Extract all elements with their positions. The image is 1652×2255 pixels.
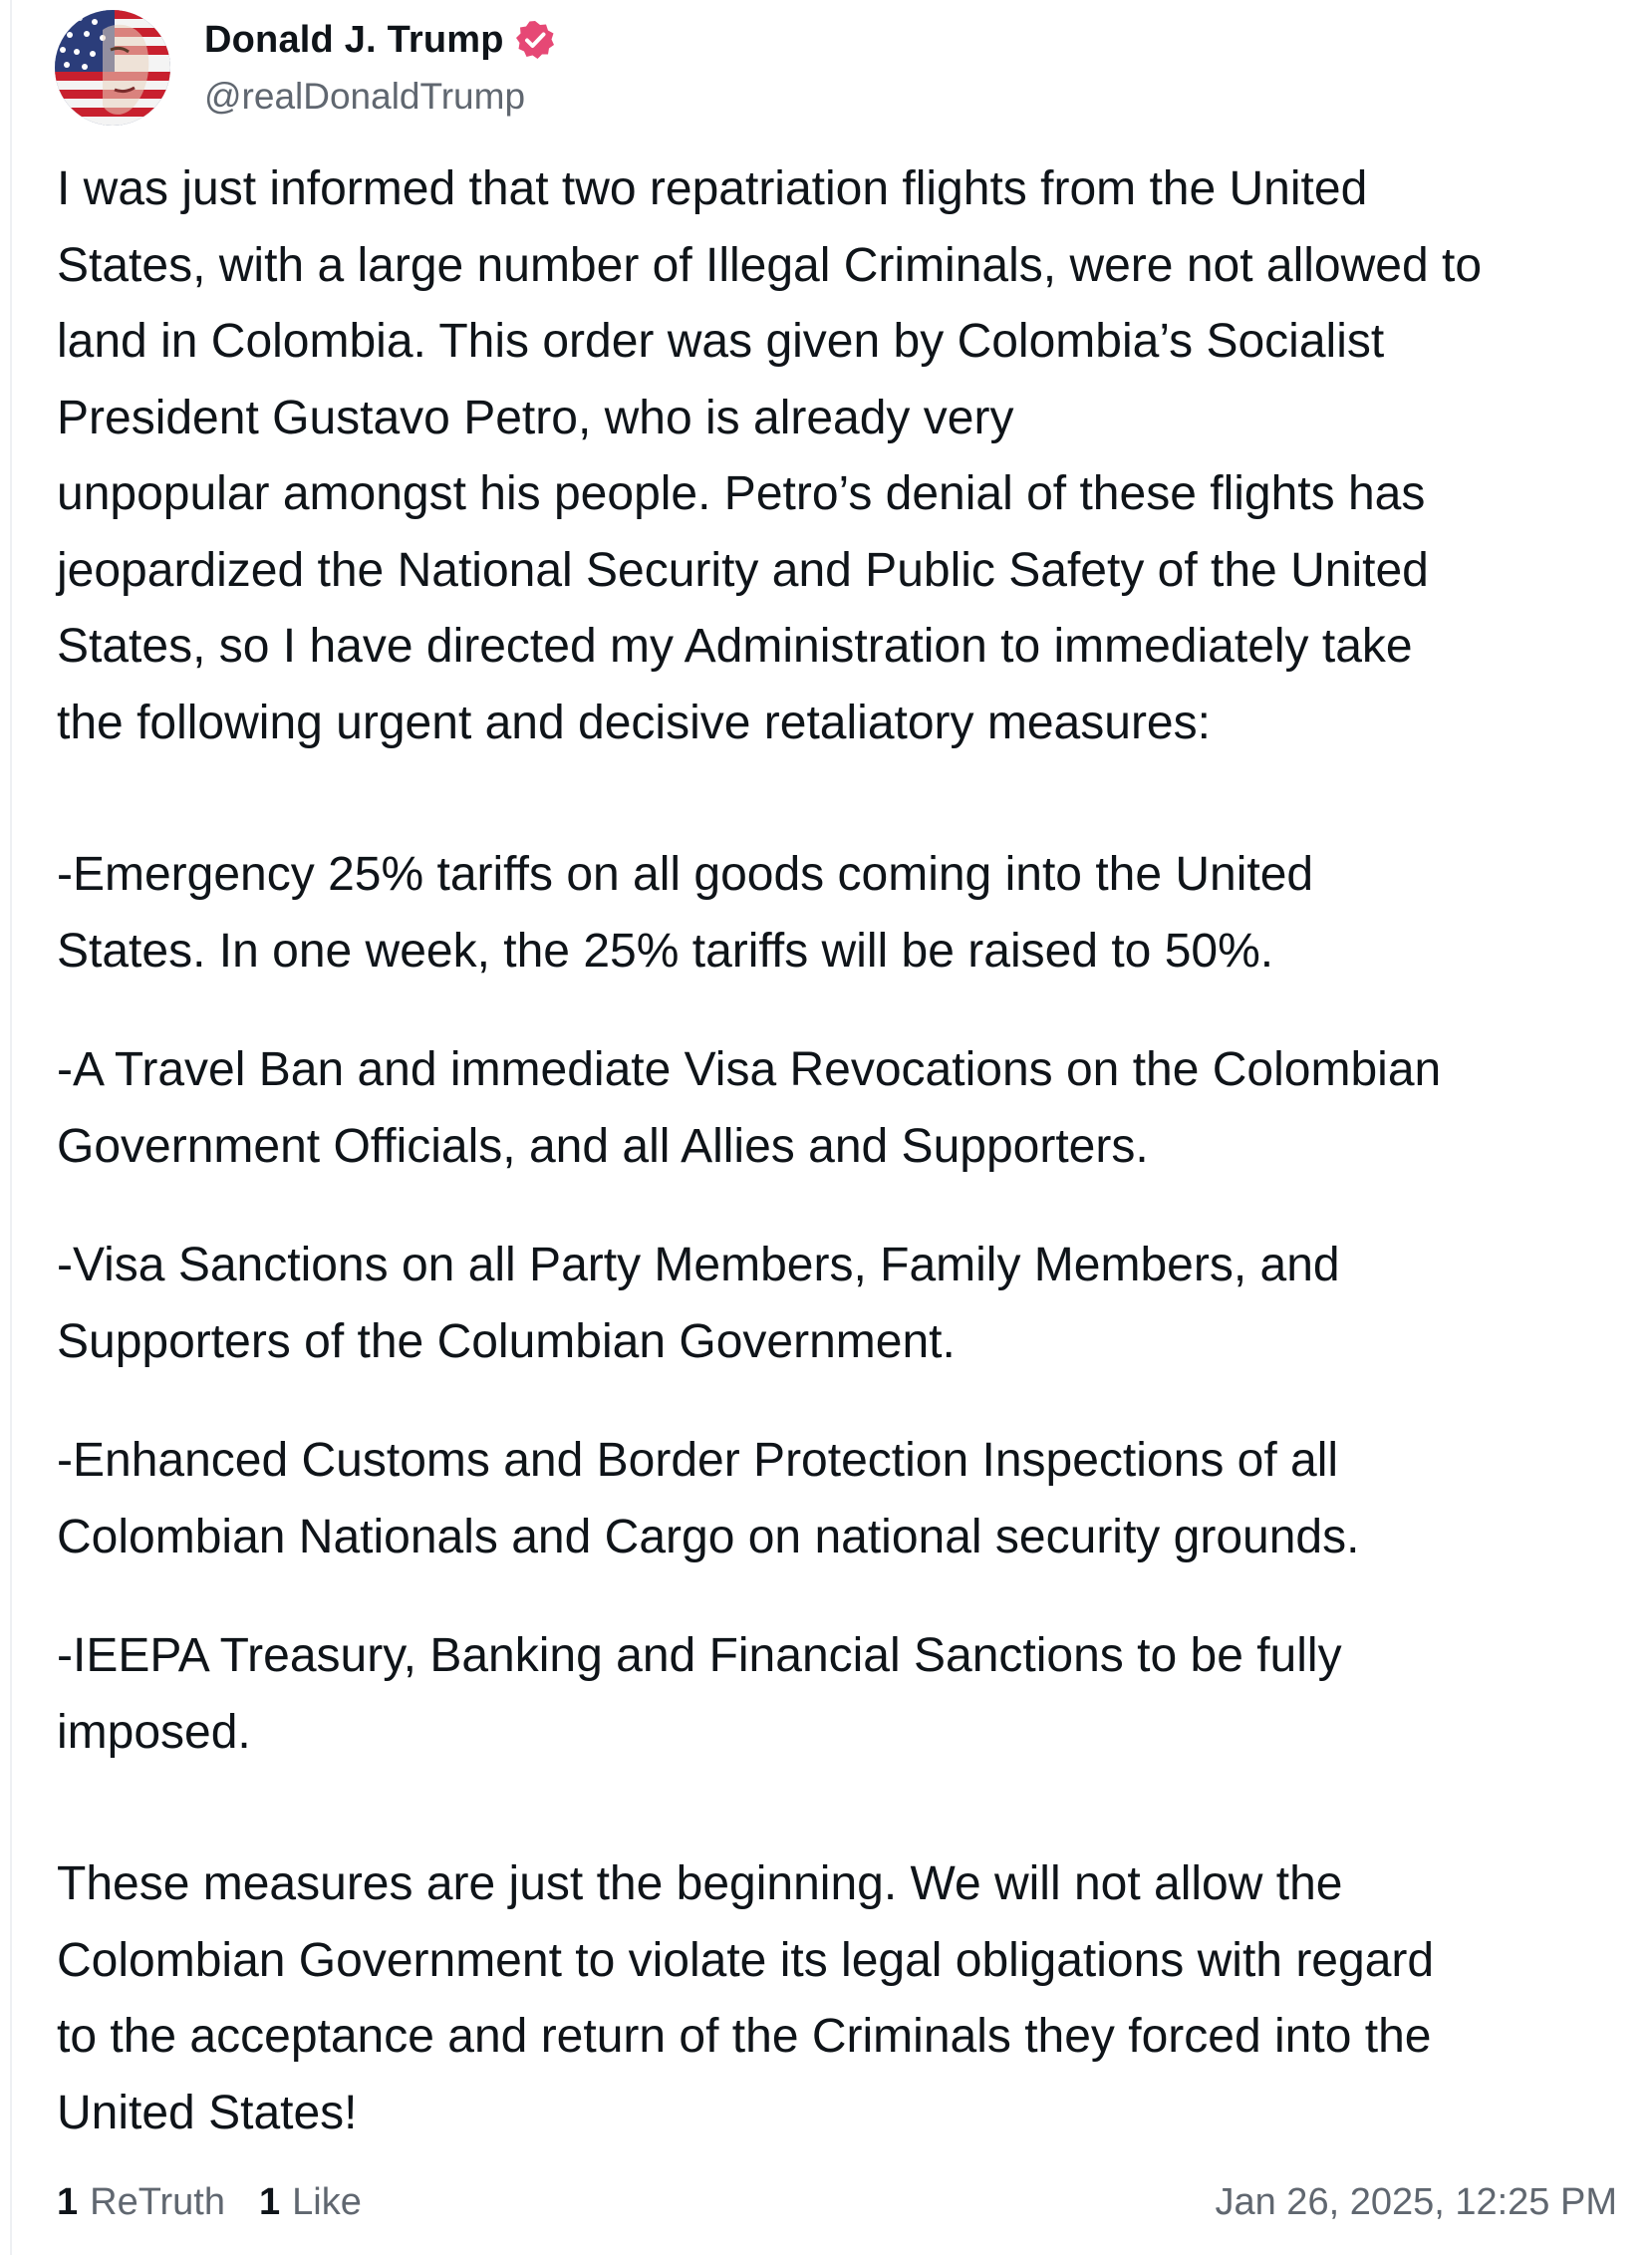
measure-item: [57, 1618, 1611, 1771]
retruth-count: 1: [57, 2180, 79, 2223]
paragraph-spacer: [57, 1380, 1611, 1423]
post-footer: [57, 2172, 1617, 2232]
post-header: [55, 8, 556, 128]
post-text-line: President Gustavo Petro, who is already very: [57, 391, 1014, 444]
post-text-line: Supporters of the Columbian Government.: [57, 1314, 956, 1368]
measure-item: [57, 1032, 1611, 1185]
author-handle[interactable]: @realDonaldTrump: [204, 75, 526, 117]
paragraph-spacer: [57, 761, 1611, 837]
post-text-line: States, so I have directed my Administration to immediately take: [57, 620, 1413, 673]
like-stat[interactable]: [259, 2181, 362, 2224]
post-text-line: Government Officials, and all Allies and Supporters.: [57, 1119, 1149, 1173]
post-text-line: the following urgent and decisive retaliatory measures:: [57, 696, 1211, 749]
post-text-line: United States!: [57, 2086, 358, 2139]
measure-item: [57, 1228, 1611, 1380]
paragraph-spacer: [57, 1771, 1611, 1846]
post-text-line: I was just informed that two repatriation flights from the United: [57, 162, 1368, 215]
post-text-line: unpopular amongst his people. Petro’s denial of these flights has: [57, 467, 1426, 520]
post-text-line: Colombian Nationals and Cargo on national security grounds.: [57, 1510, 1360, 1563]
retruth-label: ReTruth: [90, 2180, 225, 2223]
retruth-stat[interactable]: [57, 2181, 225, 2224]
post-text-line: jeopardized the National Security and Public Safety of the United: [57, 543, 1429, 597]
author-name-row: [204, 19, 556, 62]
paragraph-spacer: [57, 1575, 1611, 1618]
author-name[interactable]: Donald J. Trump: [204, 18, 504, 61]
post-text-line: -Emergency 25% tariffs on all goods coming into the United: [57, 848, 1314, 901]
post-body: [57, 151, 1611, 2151]
paragraph-spacer: [57, 989, 1611, 1032]
post-paragraph-intro: [57, 151, 1611, 761]
verified-badge-icon: [514, 19, 556, 61]
post-text-line: -Enhanced Customs and Border Protection Inspections of all: [57, 1434, 1339, 1487]
post-text-line: to the acceptance and return of the Criminals they forced into the: [57, 2010, 1432, 2063]
avatar[interactable]: [55, 10, 170, 126]
post-paragraph-closing: [57, 1846, 1611, 2151]
post-text-line: -Visa Sanctions on all Party Members, Family Members, and: [57, 1239, 1340, 1291]
post-timestamp[interactable]: Jan 26, 2025, 12:25 PM: [1215, 2180, 1617, 2223]
post-text-line: -A Travel Ban and immediate Visa Revocations on the Colombian: [57, 1043, 1442, 1096]
author-info: [204, 19, 556, 118]
post-text-line: These measures are just the beginning. We will not allow the: [57, 1857, 1343, 1910]
like-count: 1: [259, 2180, 281, 2223]
post-text-line: land in Colombia. This order was given by Colombia’s Socialist: [57, 315, 1385, 368]
post-text-line: Colombian Government to violate its legal obligations with regard: [57, 1933, 1435, 1987]
post-text-line: imposed.: [57, 1705, 251, 1759]
post-stats: [57, 2181, 396, 2224]
post-text-line: -IEEPA Treasury, Banking and Financial Sanctions to be fully: [57, 1629, 1342, 1682]
measure-item: [57, 837, 1611, 989]
like-label: Like: [292, 2180, 362, 2223]
avatar-image: [55, 10, 170, 126]
post-text-line: States, with a large number of Illegal Criminals, were not allowed to: [57, 238, 1483, 292]
paragraph-spacer: [57, 1185, 1611, 1228]
measure-item: [57, 1423, 1611, 1575]
post-text-line: States. In one week, the 25% tariffs will be raised to 50%.: [57, 924, 1274, 978]
